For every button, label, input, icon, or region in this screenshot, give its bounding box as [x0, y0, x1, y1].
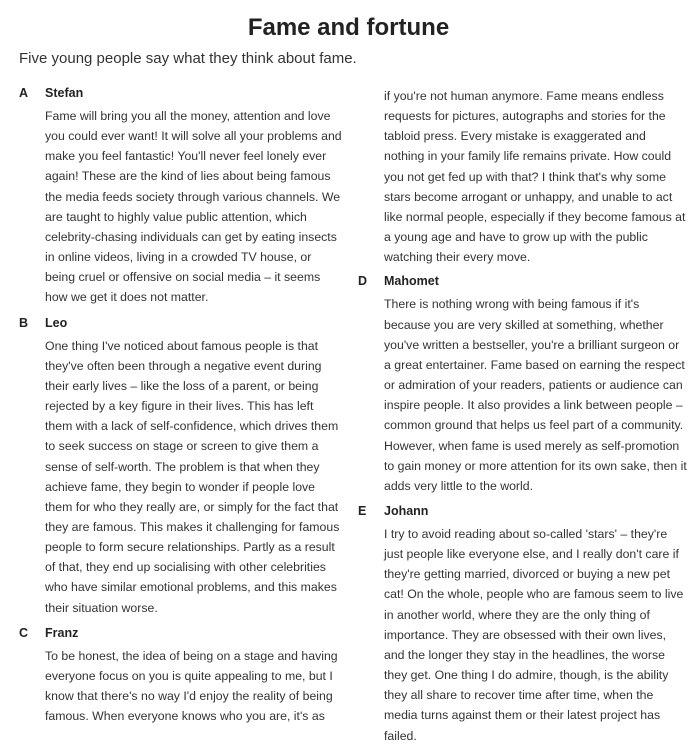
section-name: Stefan — [45, 86, 84, 100]
section-heading — [19, 86, 344, 106]
section-e — [358, 504, 688, 746]
section-name: Leo — [45, 315, 68, 330]
page-title: Fame and fortune — [247, 14, 450, 41]
section-text: Fame will bring you all the money, attention and love you could ever want! It will solve all your problems and make you feel fantastic! You'll never feel lonely ever again! These are the kind of lies about being famous the media feeds society through various channels. We are taught to highly value public attention, which celebrity-chasing individuals can get by eating insects in online videos, living in a crowded TV house, or being cruel or offensive on social media – it seems how we get it does not matter. — [45, 109, 342, 305]
section-letter: D — [358, 274, 368, 289]
right-column — [358, 86, 688, 754]
section-c — [19, 626, 344, 727]
section-b — [19, 316, 344, 618]
section-heading — [358, 504, 688, 524]
section-name: Johann — [384, 503, 429, 518]
section-c-continued — [358, 86, 688, 267]
left-column — [19, 86, 344, 734]
section-name: Franz — [45, 625, 79, 640]
section-heading — [19, 316, 344, 336]
section-text: There is nothing wrong with being famous if it's because you are very skilled at something, whether you've written a bestseller, you're a brilliant surgeon or a great entertainer. Fame based on earning the respect or admiration of your readers, patients or audience can inspire people. It also provides a link between people – common ground that helps us feel part of a community. However, when fame is used merely as self-promotion to gain money or more attention for its own sake, then it adds very little to the world. — [384, 297, 687, 493]
section-text: I try to avoid reading about so-called 'stars' – they're just people like everyone else, and I really don't care if they're getting married, divorced or buying a new pet cat! On the whole, people who are famous seem to live in another world, where they are the only thing of importance. They are obsessed with their own lives, and the longer they stay in the headlines, the worse they get. One thing I do admire, though, is the ability they all share to recover time after time, when the media turns against them or their latest project has failed. — [384, 526, 684, 743]
section-letter: E — [358, 503, 367, 518]
section-heading — [358, 274, 688, 294]
section-name: Mahomet — [384, 274, 439, 289]
section-text-continued: if you're not human anymore. Fame means endless requests for pictures, autographs and stories for the tabloid press. Every mistake is exaggerated and nothing in your family life remains private. How could you not get fed up with that? I think that's why some stars become arrogant or unhappy, and unable to act like normal people, especially if they become famous at a young age and have to grow up with the public watching their every move. — [384, 89, 686, 265]
section-letter: B — [19, 315, 29, 330]
section-text: To be honest, the idea of being on a stage and having everyone focus on you is quite appealing to me, but I know that there's no way I'd enjoy the reality of being famous. When everyone knows who you are, it's as — [45, 648, 338, 724]
section-text: One thing I've noticed about famous people is that they've often been through a negative event during their early lives – like the loss of a parent, or being rejected by a key figure in their lives. This has left them with a lack of self-confidence, which drives them to seek success on stage or screen to give them a sense of self-worth. The problem is that when they achieve fame, they begin to wonder if people love them for who they really are, or simply for the fact that they are famous. This makes it challenging for famous people to form secure relationships. Partly as a result of that, they end up socialising with other celebrities who have similar emotional problems, and this makes their situation worse. — [45, 338, 340, 615]
section-a — [19, 86, 344, 308]
section-letter: C — [19, 625, 29, 640]
section-d — [358, 274, 688, 496]
page-subtitle: Five young people say what they think about fame. — [19, 50, 357, 67]
section-letter: A — [19, 86, 29, 100]
section-heading — [19, 626, 344, 646]
